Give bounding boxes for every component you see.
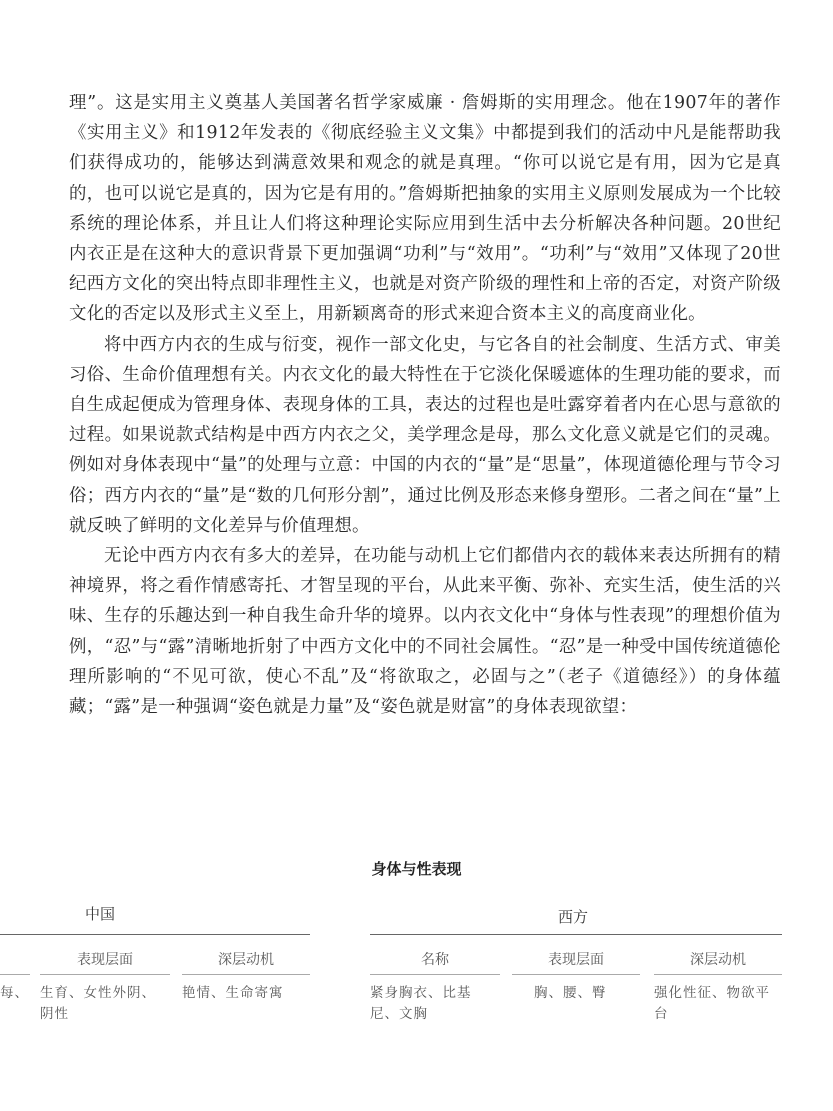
west-header-motive: 深层动机: [690, 952, 746, 968]
west-col-rule-1: [370, 974, 500, 975]
body-text: [69, 88, 781, 722]
west-cell-name: 紧身胸衣、比基尼、文胸: [370, 985, 472, 1022]
china-rule: [0, 934, 310, 935]
west-col-rule-3: [654, 974, 782, 975]
paragraph-2: 将中西方内衣的生成与衍变，视作一部文化史，与它各自的社会制度、生活方式、审美习俗、生命价值理想有关。内衣文化的最大特性在于它淡化保暖遮体的生理功能的要求，而自生成起便成为管理身体、表现身体的工具，表达的过程也是吐露穿着者内在心思与意欲的过程。如果说款式结构是中西方内衣之父，美学理念是母，那么文化意义就是它们的灵魂。例如对身体表现中“量”的处理与立意：中国的内衣的“量”是“思量”，体现道德伦理与节令习俗；西方内衣的“量”是“数的几何形分割”，通过比例及形态来修身塑形。二者之间在“量”上就反映了鲜明的文化差异与价值理想。: [69, 334, 781, 536]
china-cell-expression: 生育、女性外阴、阴性: [40, 985, 156, 1022]
china-cell-motive: 艳情、生命寄寓: [182, 985, 284, 1001]
china-cell-cut: 每、: [0, 985, 29, 1001]
west-col-rule-2: [512, 974, 640, 975]
paragraph-3: 无论中西方内衣有多大的差异，在功能与动机上它们都借内衣的载体来表达所拥有的精神境界，将之看作情感寄托、才智呈现的平台，从此来平衡、弥补、充实生活，使生活的兴味、生存的乐趣达到一种自我生命升华的境界。以内衣文化中“身体与性表现”的理想价值为例，“忍”与“露”清晰地折射了中西方文化中的不同社会属性。“忍”是一种受中国传统道德伦理所影响的“不见可欲，使心不乱”及“将欲取之，必固与之”（老子《道德经》）的身体蕴藏；“露”是一种强调“姿色就是力量”及“姿色就是财富”的身体表现欲望：: [69, 546, 781, 718]
china-header-motive: 深层动机: [218, 952, 274, 968]
west-rule: [370, 934, 782, 935]
china-header-expression: 表现层面: [77, 952, 133, 968]
west-header-expression: 表现层面: [548, 952, 604, 968]
table-title: 身体与性表现: [371, 860, 462, 878]
west-header-name: 名称: [421, 952, 449, 968]
china-col-rule-2: [182, 974, 310, 975]
china-label: 中国: [85, 905, 116, 923]
china-col-rule-1: [40, 974, 170, 975]
west-cell-motive: 强化性征、物欲平台: [654, 985, 770, 1022]
china-col-rule-0: [0, 974, 30, 975]
west-label: 西方: [558, 908, 589, 926]
west-cell-expression: 胸、腰、臀: [534, 985, 607, 1001]
paragraph-1: 理”。这是实用主义奠基人美国著名哲学家威廉 · 詹姆斯的实用理念。他在1907年的著作《实用主义》和1912年发表的《彻底经验主义文集》中都提到我们的活动中凡是能帮助我们获得成功的，能够达到满意效果和观念的就是真理。“你可以说它是有用，因为它是真的，也可以说它是真的，因为它是有用的。”詹姆斯把抽象的实用主义原则发展成为一个比较系统的理论体系，并且让人们将这种理论实际应用到生活中去分析解决各种问题。20世纪内衣正是在这种大的意识背景下更加强调“功利”与“效用”。“功利”与“效用”又体现了20世纪西方文化的突出特点即非理性主义，也就是对资产阶级的理性和上帝的否定，对资产阶级文化的否定以及形式主义至上，用新颖离奇的形式来迎合资本主义的高度商业化。: [69, 93, 781, 325]
